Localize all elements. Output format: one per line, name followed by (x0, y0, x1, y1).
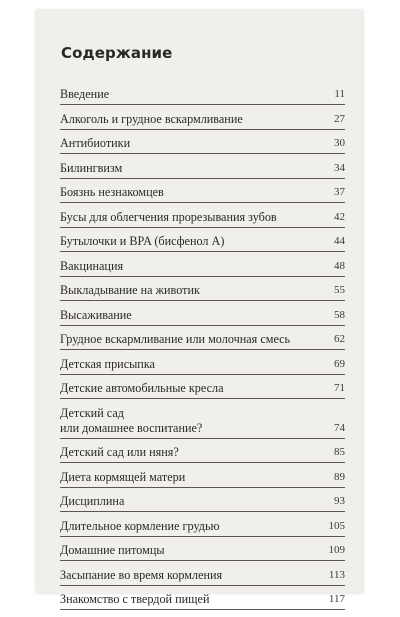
toc-entry-stranger-anxiety (60, 185, 345, 203)
toc-entry-alcohol (60, 112, 345, 130)
toc-entry-introduction (60, 87, 345, 105)
toc-entry-label-line-1: Детский сад (60, 405, 124, 420)
toc-page-number: 55 (334, 284, 345, 296)
toc-page-number: 30 (334, 137, 345, 149)
toc-entry-label: Боязнь незнакомцев (60, 185, 164, 199)
toc-entry-nursing-diet (60, 470, 345, 488)
toc-entry-label-line-2: или домашнее воспитание? (60, 420, 203, 435)
toc-page-number: 74 (334, 421, 345, 434)
toc-entry-label: Дисциплина (60, 494, 125, 508)
toc-entry-label: Детская присыпка (60, 356, 155, 371)
toc-entry-bottles-bpa (60, 234, 345, 252)
toc-page-number: 113 (328, 568, 345, 581)
toc-page-number: 34 (334, 161, 345, 174)
toc-entry-label: Алкоголь и грудное вскармливание (60, 111, 243, 126)
toc-entry-falling-asleep-feeding (60, 568, 345, 586)
toc-entry-tummy-time (60, 283, 345, 301)
toc-entry-label: Длительное кормление грудью (60, 518, 220, 533)
toc-entry-vaccination (60, 259, 345, 277)
toc-entry-label: Антибиотики (60, 136, 131, 150)
toc-entry-daycare-vs-nanny (60, 445, 345, 463)
toc-entry-discipline (60, 494, 345, 512)
toc-entry-pets (60, 543, 345, 561)
toc-entry-label: Детские автомобильные кресла (60, 381, 224, 395)
toc-page-number: 69 (334, 357, 345, 370)
toc-page-number: 71 (334, 382, 345, 394)
toc-entry-label: Знакомство с твердой пищей (60, 592, 210, 606)
toc-page-number: 109 (328, 544, 345, 556)
toc-page-number: 37 (334, 186, 345, 198)
toc-page-number: 117 (328, 593, 345, 605)
toc-entry-breast-vs-formula (60, 332, 345, 350)
toc-entry-baby-powder (60, 357, 345, 375)
toc-entry-label: Бутылочки и BPA (бисфенол A) (60, 234, 225, 248)
toc-entry-label: Выкладывание на животик (60, 283, 200, 297)
toc-entry-label: Вакцинация (60, 258, 124, 273)
toc-entry-label: Диета кормящей матери (60, 469, 186, 484)
toc-entry-potty (60, 308, 345, 326)
toc-page-number: 89 (334, 470, 345, 483)
toc-entry-label: Домашние питомцы (60, 543, 165, 557)
toc-entry-label: Засыпание во время кормления (60, 567, 223, 582)
book-page (36, 10, 363, 606)
toc-entry-label: Бусы для облегчения прорезывания зубов (60, 209, 277, 224)
toc-entry-bilingualism (60, 161, 345, 179)
toc-page-number: 11 (334, 88, 345, 100)
toc-page-number: 62 (334, 333, 345, 345)
toc-entry-label: Грудное вскармливание или молочная смесь (60, 332, 291, 346)
toc-entry-label (60, 406, 328, 436)
toc-entry-label: Детский сад или няня? (60, 445, 179, 459)
toc-page-number: 93 (334, 495, 345, 507)
toc-entry-car-seats (60, 381, 345, 399)
toc-page-number: 105 (328, 519, 345, 532)
toc-entry-label: Введение (60, 87, 110, 101)
toc-entry-label: Высаживание (60, 307, 132, 322)
toc-entry-teething-beads (60, 210, 345, 228)
toc-entry-label: Билингвизм (60, 160, 123, 175)
toc-page-number: 44 (334, 235, 345, 247)
toc-page-number: 85 (334, 446, 345, 458)
toc-entry-daycare-vs-home (60, 406, 345, 439)
contents-heading: Содержание (61, 44, 173, 62)
toc-page-number: 58 (334, 308, 345, 321)
table-of-contents (60, 87, 345, 617)
toc-page-number: 42 (334, 210, 345, 223)
toc-entry-solid-food (60, 592, 345, 610)
toc-entry-extended-breastfeeding (60, 519, 345, 537)
toc-page-number: 48 (334, 259, 345, 272)
toc-entry-antibiotics (60, 136, 345, 154)
toc-page-number: 27 (334, 112, 345, 125)
